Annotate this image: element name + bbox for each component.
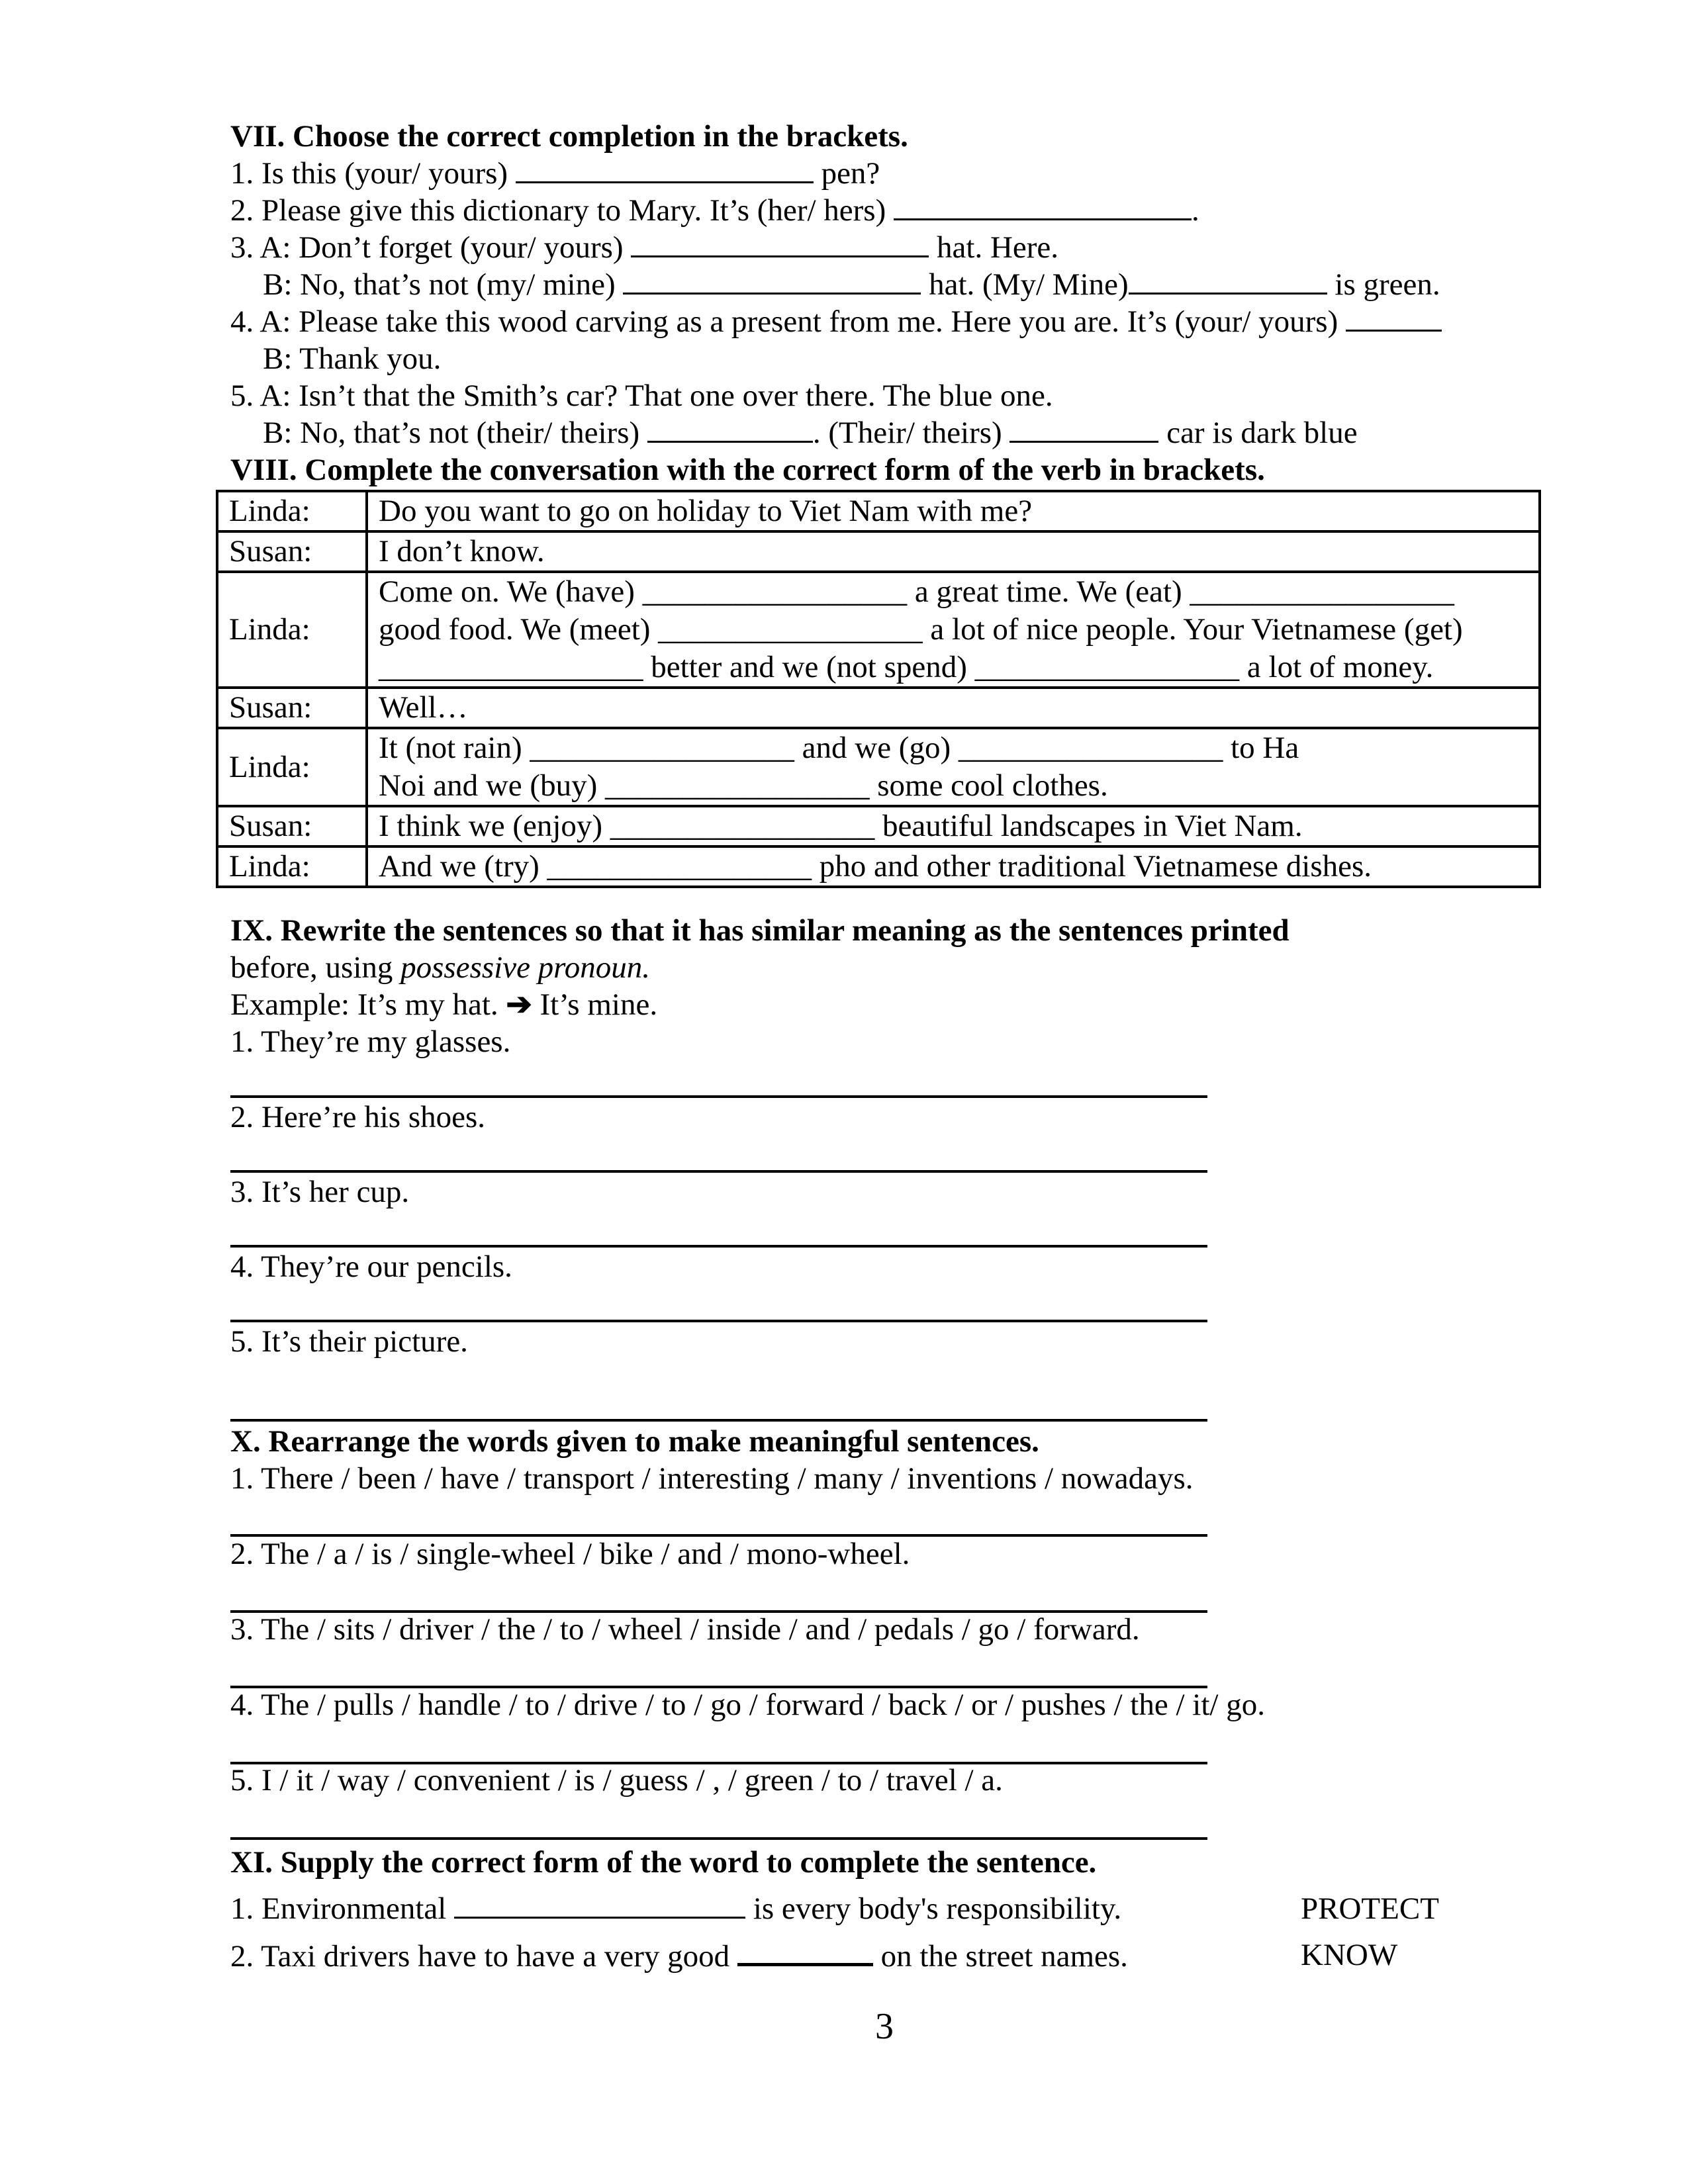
s9-answer-line-2[interactable]: [230, 1170, 1207, 1173]
s7-item-3b: B: No, that’s not (my/ mine) hat. (My/ Mine) is green.: [263, 267, 1440, 302]
section-8-heading: VIII. Complete the conversation with the correct form of the verb in brackets.: [230, 453, 1265, 487]
section-9-heading: IX. Rewrite the sentences so that it has similar meaning as the sentences printed: [230, 913, 1289, 948]
conversation-table: [216, 490, 1541, 888]
s10-item-2: 2. The / a / is / single-wheel / bike / and / mono-wheel.: [230, 1537, 910, 1571]
table-row: [217, 491, 1540, 531]
dialogue-cell[interactable]: I think we (enjoy) _________________ beautiful landscapes in Viet Nam.: [367, 806, 1540, 846]
dialogue-cell[interactable]: Come on. We (have) _________________ a great time. We (eat) _________________ good food. We (meet) _________________ a lot of nice people. Your Vietnamese (get) _________________ better and we (not spend) _________________ a lot of money.: [367, 572, 1540, 688]
s7-blank-3b[interactable]: [623, 266, 921, 295]
s7-item-1: 1. Is this (your/ yours) pen?: [230, 156, 880, 191]
s9-item-2: 2. Here’re his shoes.: [230, 1100, 486, 1134]
s11-item-2: 2. Taxi drivers have to have a very good on the street names.: [230, 1936, 1128, 1975]
s10-item-3: 3. The / sits / driver / the / to / wheel / inside / and / pedals / go / forward.: [230, 1612, 1140, 1647]
speaker-cell: Linda:: [217, 491, 367, 531]
s7-item-3a: 3. A: Don’t forget (your/ yours) hat. Here.: [230, 230, 1059, 265]
s7-item-2: 2. Please give this dictionary to Mary. It’s (her/ hers) .: [230, 193, 1199, 228]
s7-blank-1[interactable]: [516, 155, 814, 183]
s11-blank-1[interactable]: [454, 1890, 745, 1919]
section-7-heading: VII. Choose the correct completion in the brackets.: [230, 119, 908, 154]
s10-item-1: 1. There / been / have / transport / interesting / many / inventions / nowadays.: [230, 1461, 1194, 1496]
s9-answer-line-1[interactable]: [230, 1095, 1207, 1098]
speaker-cell: Susan:: [217, 806, 367, 846]
s7-item-4a: 4. A: Please take this wood carving as a present from me. Here you are. It’s (your/ yours): [230, 303, 1442, 340]
table-row: [217, 728, 1540, 806]
s10-item-5: 5. I / it / way / convenient / is / guess / , / green / to / travel / a.: [230, 1763, 1003, 1797]
s9-answer-line-4[interactable]: [230, 1320, 1207, 1322]
table-row: [217, 846, 1540, 887]
dialogue-cell: I don’t know.: [367, 531, 1540, 572]
speaker-cell: Susan:: [217, 531, 367, 572]
table-row: [217, 531, 1540, 572]
s7-blank-2[interactable]: [894, 192, 1192, 220]
dialogue-cell[interactable]: And we (try) _________________ pho and other traditional Vietnamese dishes.: [367, 846, 1540, 887]
s11-keyword-2: KNOW: [1301, 1938, 1398, 1972]
table-row: [217, 572, 1540, 688]
section-11-heading: XI. Supply the correct form of the word to complete the sentence.: [230, 1845, 1097, 1880]
speaker-cell: Linda:: [217, 728, 367, 806]
section-9-example: Example: It’s my hat. ➔ It’s mine.: [230, 987, 658, 1022]
s7-blank-3a[interactable]: [631, 229, 929, 257]
s10-answer-line-5[interactable]: [230, 1837, 1207, 1840]
section-9-instruction: before, using possessive pronoun.: [230, 950, 650, 985]
s9-answer-line-3[interactable]: [230, 1245, 1207, 1248]
s7-item-4b: B: Thank you.: [263, 341, 442, 376]
s11-item-1: 1. Environmental is every body's responsibility.: [230, 1891, 1122, 1926]
speaker-cell: Susan:: [217, 688, 367, 728]
s9-item-5: 5. It’s their picture.: [230, 1324, 468, 1359]
page-number: 3: [875, 2006, 894, 2047]
speaker-cell: Linda:: [217, 846, 367, 887]
s7-blank-4[interactable]: [1346, 303, 1442, 332]
dialogue-cell: Well…: [367, 688, 1540, 728]
s11-keyword-1: PROTECT: [1301, 1891, 1439, 1926]
table-row: [217, 688, 1540, 728]
s7-blank-5a[interactable]: [647, 414, 813, 443]
s11-blank-2[interactable]: [737, 1936, 873, 1966]
s7-blank-3c[interactable]: [1129, 266, 1327, 295]
dialogue-cell: Do you want to go on holiday to Viet Nam with me?: [367, 491, 1540, 531]
dialogue-cell[interactable]: It (not rain) _________________ and we (go) _________________ to Ha Noi and we (buy) _________________ some cool clothes.: [367, 728, 1540, 806]
table-row: [217, 806, 1540, 846]
section-10-heading: X. Rearrange the words given to make meaningful sentences.: [230, 1424, 1039, 1459]
s7-item-5b: B: No, that’s not (their/ theirs) . (Their/ theirs) car is dark blue: [263, 416, 1358, 450]
s10-item-4: 4. The / pulls / handle / to / drive / to / go / forward / back / or / pushes / the / it/ go.: [230, 1688, 1265, 1722]
s9-item-1: 1. They’re my glasses.: [230, 1024, 511, 1059]
s7-blank-5b[interactable]: [1009, 414, 1158, 443]
s9-item-3: 3. It’s her cup.: [230, 1175, 410, 1209]
s7-item-5a: 5. A: Isn’t that the Smith’s car? That one over there. The blue one.: [230, 379, 1053, 413]
s9-answer-line-5[interactable]: [230, 1419, 1207, 1422]
speaker-cell: Linda:: [217, 572, 367, 688]
right-arrow-icon: ➔: [506, 987, 532, 1022]
s9-item-4: 4. They’re our pencils.: [230, 1250, 512, 1284]
